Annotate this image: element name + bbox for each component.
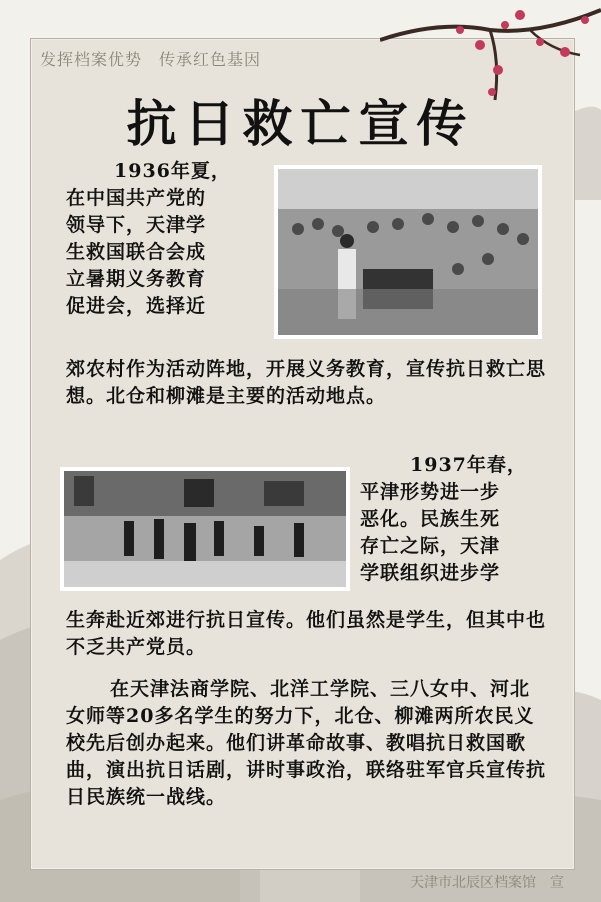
paragraph-1-line: 领导下，天津学 <box>66 214 207 236</box>
historical-photo-rally <box>274 165 542 339</box>
footer-credit: 天津市北辰区档案馆 宣 <box>410 875 564 891</box>
paragraph-3: 在天津法商学院、北洋工学院、三八女中、河北女师等20多名学生的努力下，北仓、柳滩两所农民义校先后创办起来。他们讲革命故事、教唱抗日救国歌曲，演出抗日话剧，讲时事政治，联络驻军官兵宣传抗日民族统一战线。 <box>66 678 547 808</box>
paragraph-1-continuation: 郊农村作为活动阵地，开展义务教育，宣传抗日救亡思想。北仓和柳滩是主要的活动地点。 <box>66 358 547 407</box>
paragraph-1-line: 立暑期义务教育 <box>66 268 207 290</box>
paragraph-2-continuation: 生奔赴近郊进行抗日宣传。他们虽然是学生，但其中也不乏共产党员。 <box>66 609 547 658</box>
paragraph-1-line: 生救国联合会成 <box>66 241 207 263</box>
slogan: 发挥档案优势 传承红色基因 <box>40 50 262 69</box>
paragraph-1-line: 1936年夏， <box>114 160 231 182</box>
historical-photo-performance <box>60 467 350 591</box>
paragraph-2-line: 恶化。民族生死 <box>360 508 501 530</box>
page-title: 抗日救亡宣传 <box>126 94 475 153</box>
paragraph-2-line: 平津形势进一步 <box>360 481 501 503</box>
paragraph-2-line: 存亡之际，天津 <box>360 535 501 557</box>
paragraph-2-line: 1937年春， <box>410 454 527 476</box>
paragraph-1-line: 在中国共产党的 <box>66 187 207 209</box>
paragraph-1-line: 促进会，选择近 <box>66 295 207 317</box>
paragraph-1 <box>66 158 251 320</box>
paragraph-2 <box>360 452 542 587</box>
paragraph-2-line: 学联组织进步学 <box>360 562 501 584</box>
